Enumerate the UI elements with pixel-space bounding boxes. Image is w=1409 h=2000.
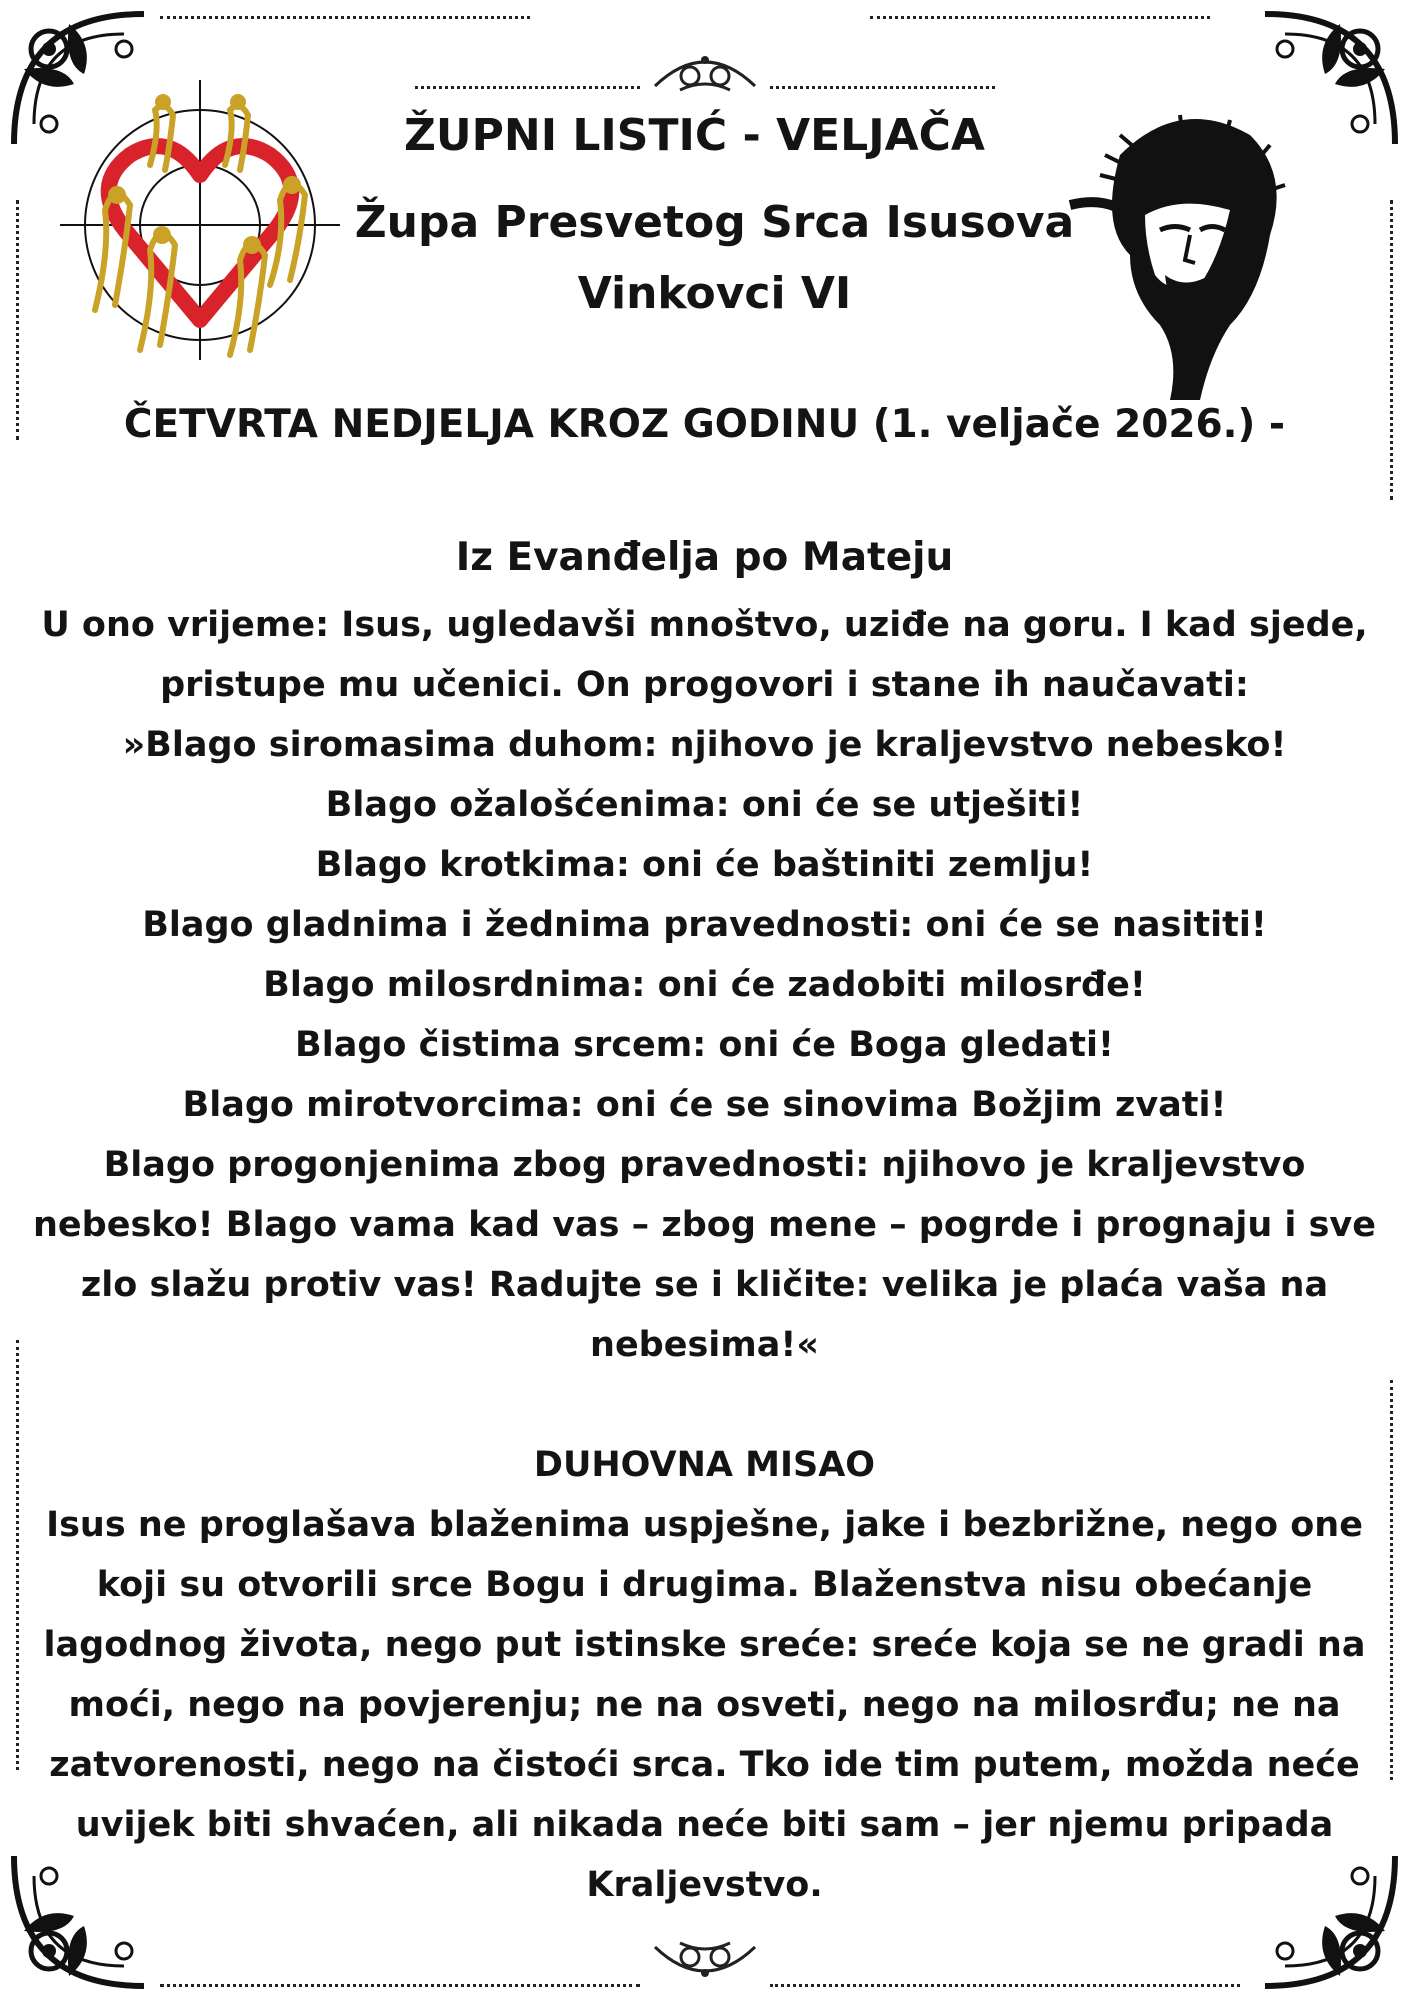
frame-bottom-left-dots (160, 1984, 640, 1987)
gospel-line: zlo slažu protiv vas! Radujte se i kličite: velika je plaća vaša na (80, 1265, 1329, 1305)
reflection-line: Kraljevstvo. (586, 1865, 823, 1905)
frame-top-inner-right-line (770, 86, 995, 89)
frame-top-right-dots (870, 16, 1210, 19)
gospel-line: pristupe mu učenici. On progovori i stane ih naučavati: (160, 665, 1249, 705)
gospel-line: Blago gladnima i žednima pravednosti: oni će se nasititi! (142, 905, 1267, 945)
frame-bottom-right-dots (770, 1984, 1240, 1987)
gospel-line: nebesko! Blago vama kad vas – zbog mene – pogrde i prognaju i sve (33, 1205, 1376, 1245)
gospel-line: Blago čistima srcem: oni će Boga gledati! (295, 1025, 1114, 1065)
gospel-heading: Iz Evanđelja po Mateju (455, 535, 954, 580)
gospel-line: Blago mirotvorcima: oni će se sinovima Božjim zvati! (182, 1085, 1227, 1125)
bottom-center-ornament (650, 1935, 760, 1995)
gospel-line: Blago progonjenima zbog pravednosti: njihovo je kraljevstvo (103, 1145, 1306, 1185)
frame-top-left-dots (160, 16, 530, 19)
reflection-line: koji su otvorili srce Bogu i drugima. Blaženstva nisu obećanje (96, 1565, 1313, 1605)
frame-top-inner-left-line (415, 86, 640, 89)
reflection-heading: DUHOVNA MISAO (533, 1445, 876, 1485)
reflection-line: uvijek biti shvaćen, ali nikada neće biti sam – jer njemu pripada (75, 1805, 1334, 1845)
top-center-ornament (650, 38, 760, 98)
bulletin-title: ŽUPNI LISTIĆ - VELJAČA (404, 110, 985, 161)
reflection-line: lagodnog života, nego put istinske sreće: sreće koja se ne gradi na (43, 1625, 1366, 1665)
gospel-line: Blago milosrdnima: oni će zadobiti milosrđe! (263, 965, 1146, 1005)
gospel-line: Blago krotkima: oni će baštiniti zemlju! (315, 845, 1094, 885)
reflection-line: Isus ne proglašava blaženima uspješne, jake i bezbrižne, nego one (46, 1505, 1363, 1545)
reflection-line: moći, nego na povjerenju; ne na osveti, nego na milosrđu; ne na (68, 1685, 1341, 1725)
gospel-line: nebesima!« (590, 1325, 819, 1365)
parish-place: Vinkovci VI (577, 268, 852, 319)
gospel-line: U ono vrijeme: Isus, ugledavši mnoštvo, uziđe na goru. I kad sjede, (41, 605, 1368, 645)
reflection-line: zatvorenosti, nego na čistoći srca. Tko ide tim putem, možda neće (49, 1745, 1360, 1785)
sunday-title: ČETVRTA NEDJELJA KROZ GODINU (1. veljače 2026.) - (123, 402, 1286, 447)
gospel-line: »Blago siromasima duhom: njihovo je kraljevstvo nebesko! (122, 725, 1287, 765)
parish-name: Župa Presvetog Srca Isusova (354, 197, 1075, 248)
gospel-line: Blago ožalošćenima: oni će se utješiti! (325, 785, 1084, 825)
